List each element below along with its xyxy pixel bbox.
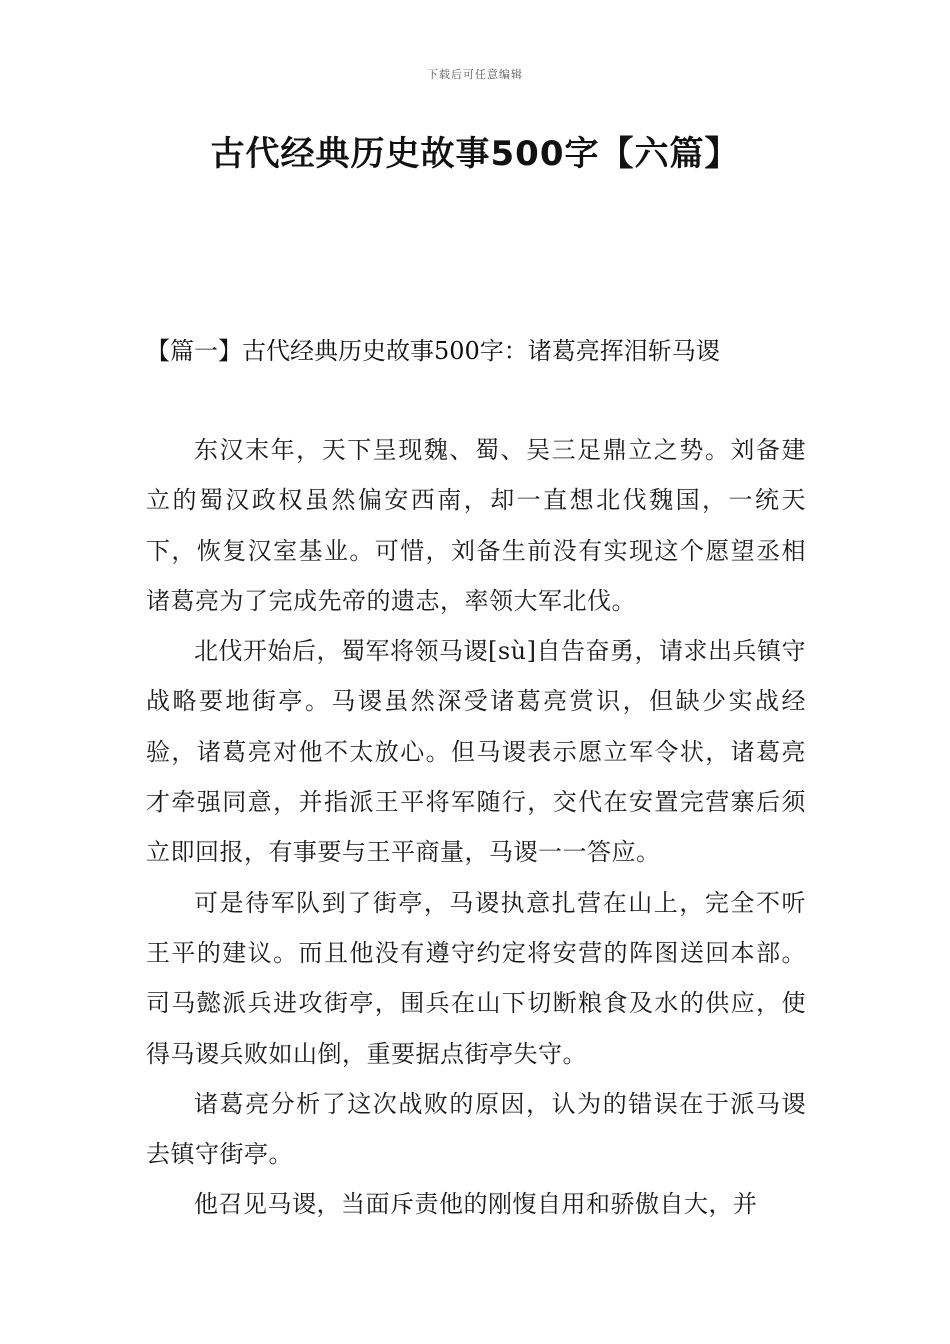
section-heading: 【篇一】古代经典历史故事500字：诸葛亮挥泪斩马谡 [146,337,720,365]
document-body [146,425,806,1230]
paragraph: 诸葛亮分析了这次战败的原因，认为的错误在于派马谡去镇守街亭。 [146,1089,806,1169]
paragraph: 北伐开始后，蜀军将领马谡[sù]自告奋勇，请求出兵镇守战略要地街亭。马谡虽然深受诸葛亮赏识，但缺少实战经验，诸葛亮对他不太放心。但马谡表示愿立军令状，诸葛亮才牵强同意，并指派王平将军随行，交代在安置完营寨后须立即回报，有事要与王平商量，马谡一一答应。 [146,637,806,867]
paragraph: 可是待军队到了街亭，马谡执意扎营在山上，完全不听王平的建议。而且他没有遵守约定将安营的阵图送回本部。司马懿派兵进攻街亭，围兵在山下切断粮食及水的供应，使得马谡兵败如山倒，重要据点街亭失守。 [146,888,806,1068]
download-note: 下载后可任意编辑 [427,68,523,81]
document-title: 古代经典历史故事500字【六篇】 [210,134,740,174]
paragraph: 东汉末年，天下呈现魏、蜀、吴三足鼎立之势。刘备建立的蜀汉政权虽然偏安西南，却一直想北伐魏国，一统天下，恢复汉室基业。可惜，刘备生前没有实现这个愿望丞相诸葛亮为了完成先帝的遗志，率领大军北伐。 [146,436,806,615]
paragraph: 他召见马谡，当面斥责他的刚愎自用和骄傲自大，并 [194,1190,758,1219]
